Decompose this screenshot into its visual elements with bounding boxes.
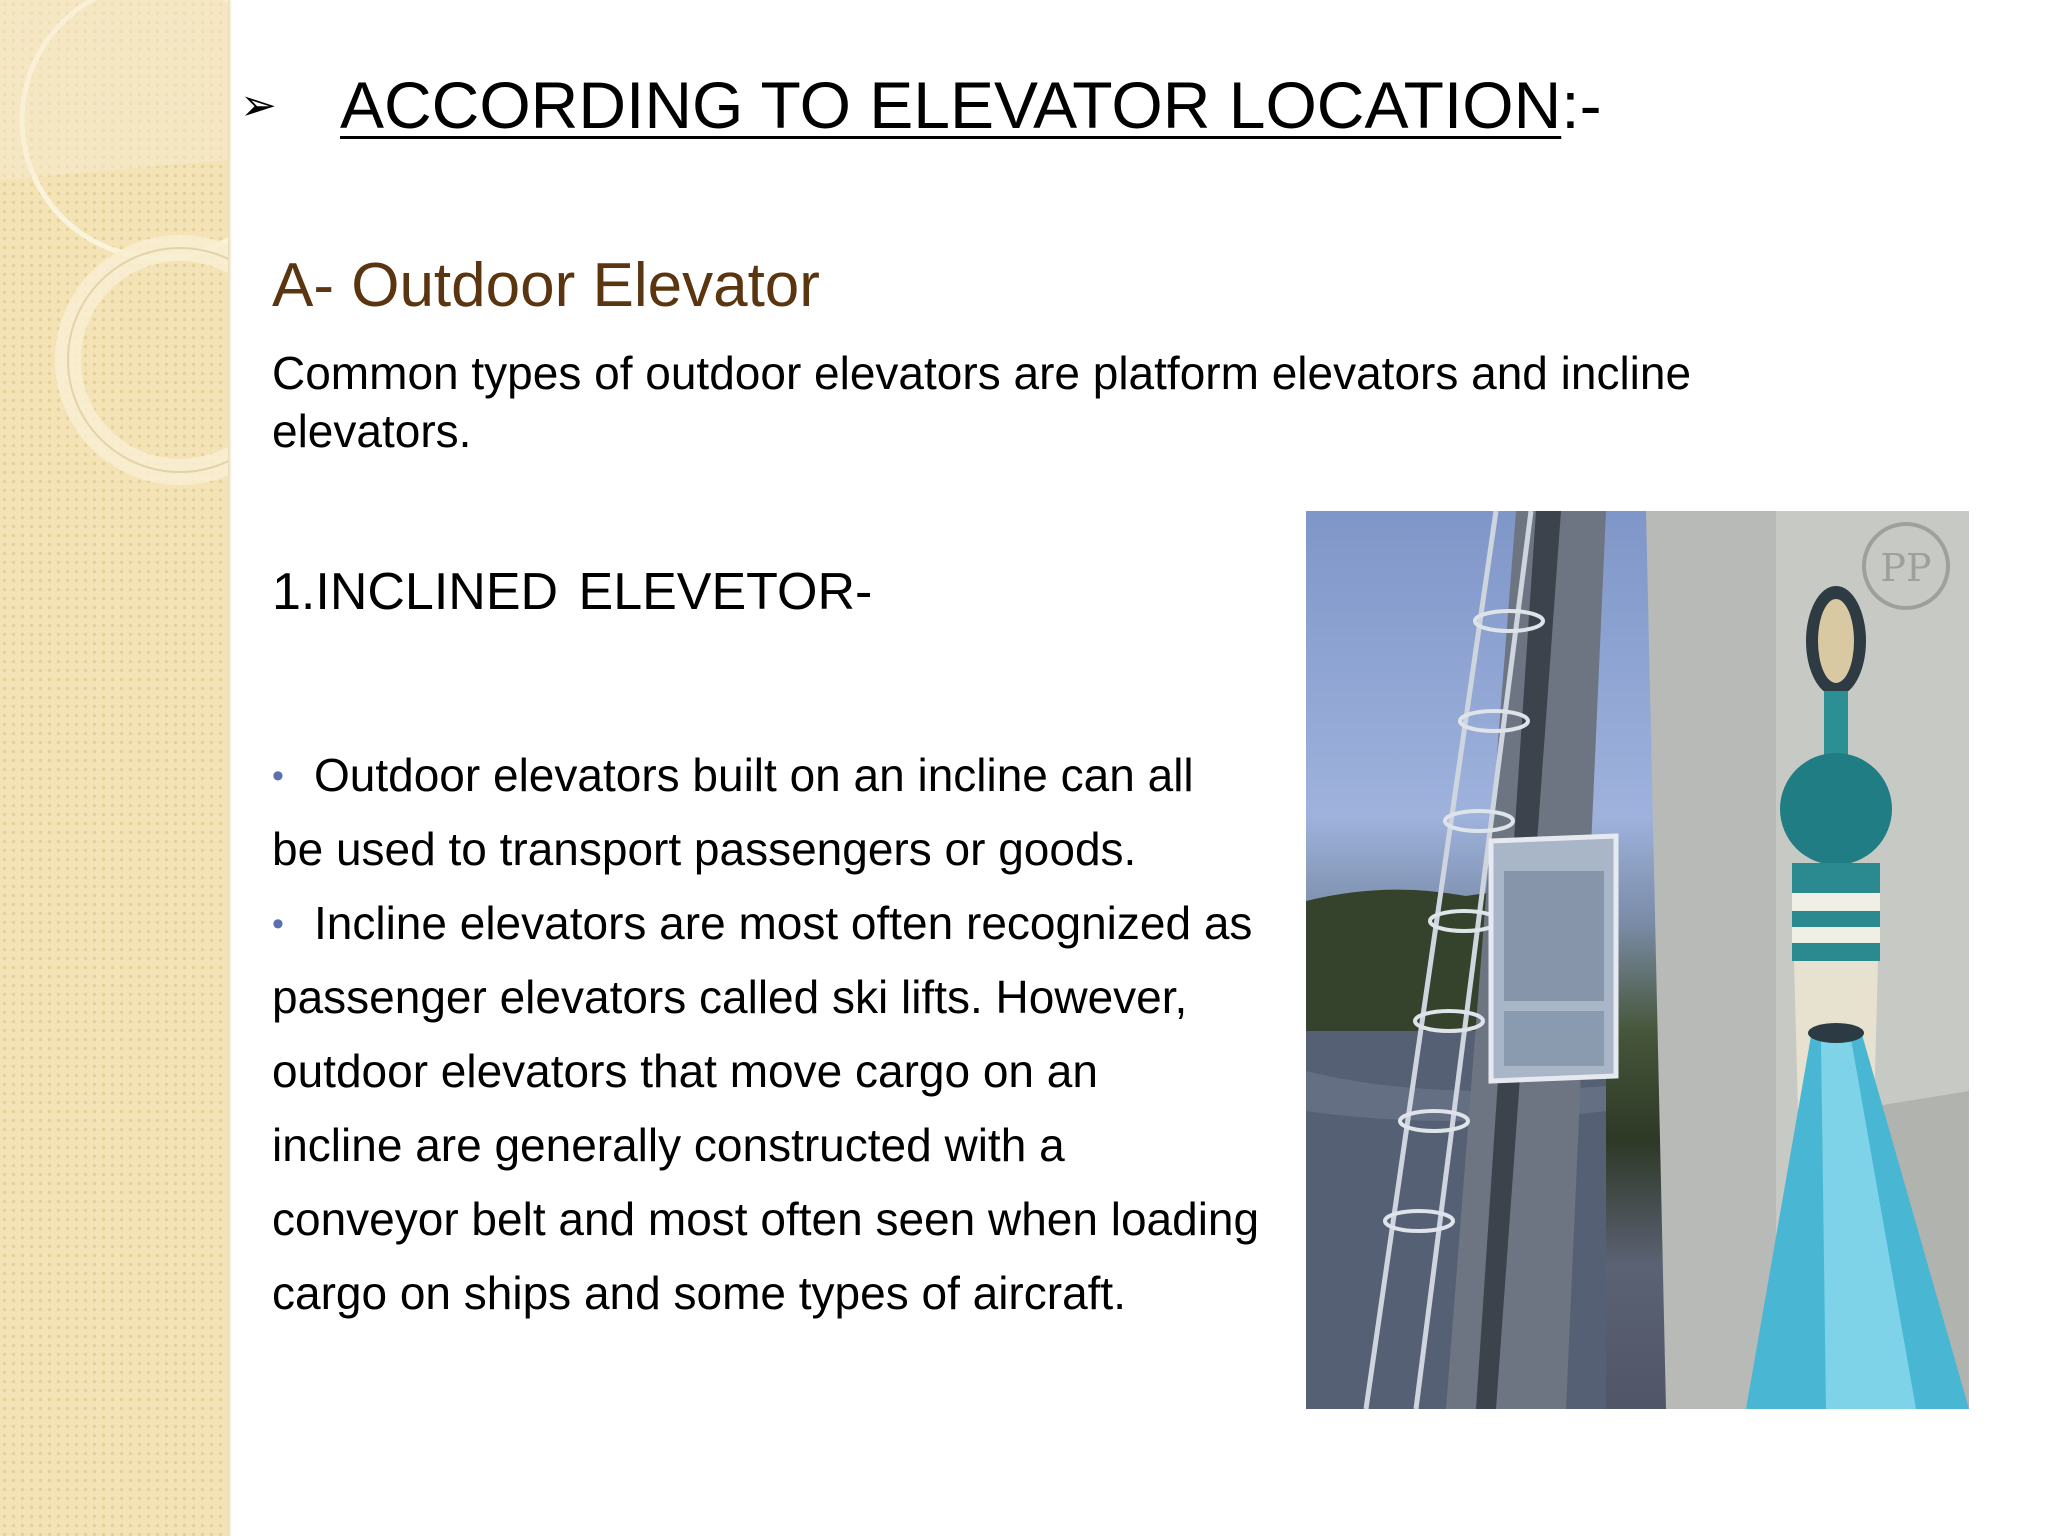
list-item-continuation (272, 1182, 1312, 1256)
dot-bullet-icon: • (272, 757, 284, 795)
body-text (272, 738, 1312, 1338)
decorative-rings (0, 0, 228, 520)
dot-bullet-icon: • (272, 905, 284, 943)
slide-title-row (240, 60, 1602, 150)
list-item-continuation (272, 812, 1312, 886)
sidebar-divider (228, 0, 232, 1536)
section-heading: A- Outdoor Elevator (272, 251, 820, 320)
photo-logo: PP (1880, 546, 1932, 590)
list-item-continuation (272, 1034, 1312, 1108)
body-line: Incline elevators are most often recognized as (314, 897, 1253, 949)
subsection-heading: 1.INCLINED ELEVETOR- (272, 563, 873, 621)
list-item-continuation (272, 960, 1312, 1034)
body-line: conveyor belt and most often seen when loading (272, 1193, 1260, 1245)
slide-title-suffix: :- (1561, 68, 1602, 142)
intro-paragraph: Common types of outdoor elevators are platform elevators and incline elevators. (272, 347, 1692, 457)
slide-title: ACCORDING TO ELEVATOR LOCATION (340, 68, 1562, 142)
list-item-continuation (272, 1108, 1312, 1182)
body-line: incline are generally constructed with a (272, 1119, 1065, 1171)
arrow-bullet-icon: ➢ (240, 80, 277, 130)
inclined-elevator-photo (1306, 511, 1969, 1409)
body-line: Outdoor elevators built on an incline can all (314, 749, 1194, 801)
body-line: outdoor elevators that move cargo on an (272, 1045, 1098, 1097)
body-line: cargo on ships and some types of aircraft. (272, 1267, 1126, 1319)
list-item (272, 738, 1312, 812)
photo-illustration (1306, 511, 1969, 1409)
decorative-sidebar (0, 0, 228, 1536)
list-item-continuation (272, 1256, 1312, 1330)
body-line: be used to transport passengers or goods. (272, 823, 1137, 875)
body-line: passenger elevators called ski lifts. However, (272, 971, 1188, 1023)
list-item (272, 886, 1312, 960)
